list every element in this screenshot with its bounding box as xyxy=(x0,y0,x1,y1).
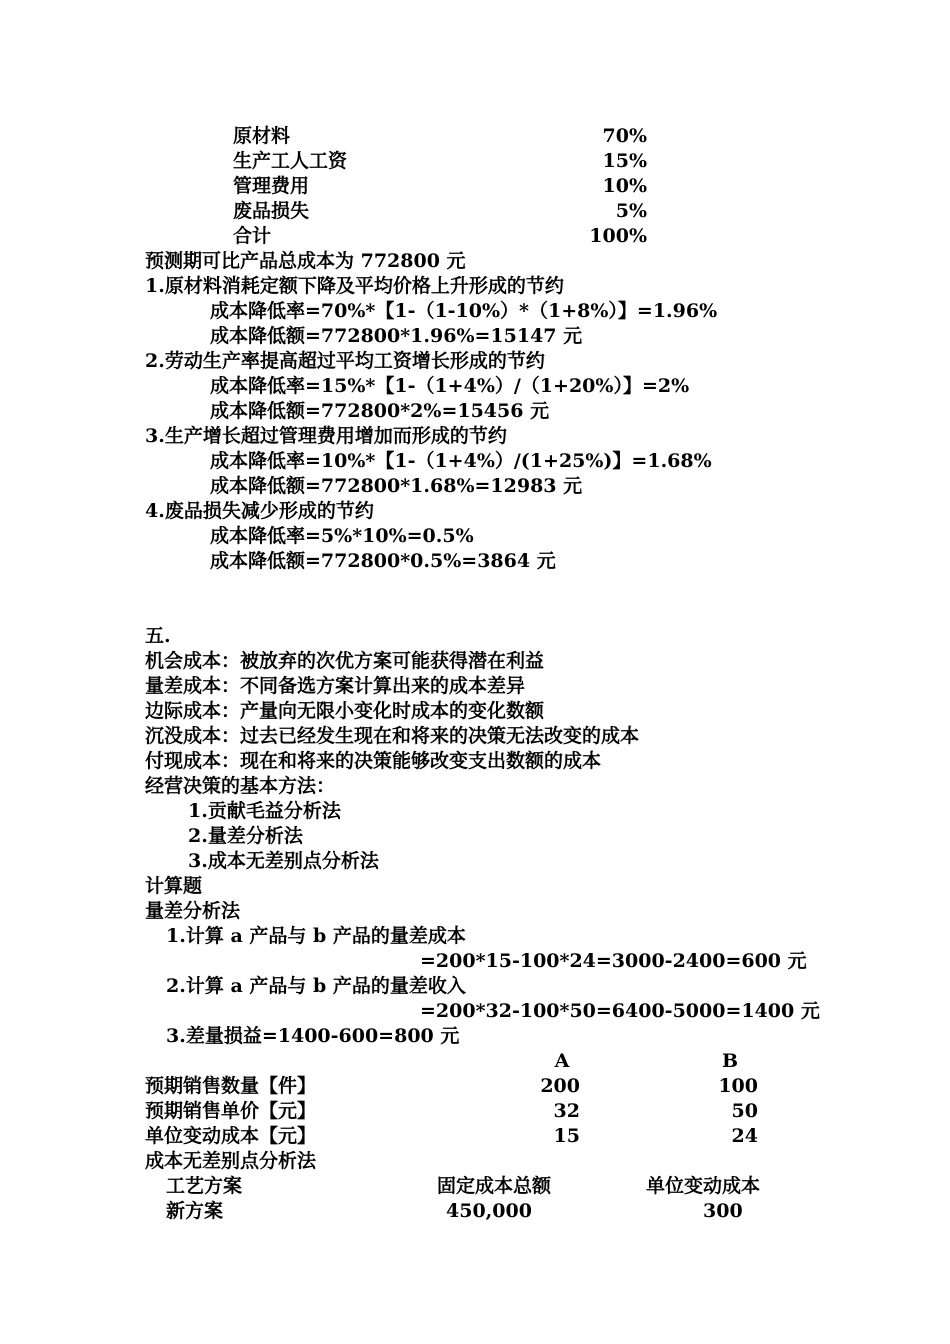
definition: 付现成本：现在和将来的决策能够改变支出数额的成本 xyxy=(145,750,602,772)
definition: 沉没成本：过去已经发生现在和将来的决策无法改变的成本 xyxy=(145,725,640,747)
col-header-fixed: 固定成本总额 xyxy=(437,1175,552,1197)
calc-title: 计算题 xyxy=(145,875,203,897)
method-item: 2.量差分析法 xyxy=(188,825,303,847)
indiff-title: 成本无差别点分析法 xyxy=(145,1150,317,1172)
saving-heading: 3.生产增长超过管理费用增加而形成的节约 xyxy=(145,425,507,447)
variable-cost: 300 xyxy=(703,1200,743,1222)
cell-a: 15 xyxy=(553,1125,580,1147)
share-pct: 10% xyxy=(602,175,647,197)
cell-b: 24 xyxy=(731,1125,758,1147)
cell-a: 32 xyxy=(553,1100,580,1122)
saving-amount: 成本降低额=772800*2%=15456 元 xyxy=(210,400,550,422)
saving-heading: 2.劳动生产率提高超过平均工资增长形成的节约 xyxy=(145,350,545,372)
saving-rate: 成本降低率=10%*【1-（1+4%）/(1+25%)】=1.68% xyxy=(210,450,712,472)
share-item: 原材料 xyxy=(233,125,291,147)
saving-amount: 成本降低额=772800*1.68%=12983 元 xyxy=(210,475,583,497)
col-header-a: A xyxy=(554,1050,570,1072)
method-item: 1.贡献毛益分析法 xyxy=(188,800,341,822)
definition: 边际成本：产量向无限小变化时成本的变化数额 xyxy=(145,700,545,722)
col-header-b: B xyxy=(721,1050,739,1072)
diff-formula: =200*15-100*24=3000-2400=600 元 xyxy=(420,950,807,972)
row-label: 预期销售数量【件】 xyxy=(145,1075,317,1097)
share-item: 废品损失 xyxy=(233,200,310,222)
col-header-plan: 工艺方案 xyxy=(166,1175,243,1197)
fixed-cost: 450,000 xyxy=(446,1200,532,1222)
row-label: 单位变动成本【元】 xyxy=(145,1125,317,1147)
saving-heading: 1.原材料消耗定额下降及平均价格上升形成的节约 xyxy=(145,275,564,297)
share-item: 管理费用 xyxy=(233,175,310,197)
share-pct: 5% xyxy=(615,200,647,222)
diff-step: 3.差量损益=1400-600=800 元 xyxy=(166,1025,460,1047)
definition: 量差成本：不同备选方案计算出来的成本差异 xyxy=(145,675,526,697)
saving-rate: 成本降低率=15%*【1-（1+4%）/（1+20%）】=2% xyxy=(210,375,690,397)
cell-b: 50 xyxy=(731,1100,758,1122)
saving-amount: 成本降低额=772800*1.96%=15147 元 xyxy=(210,325,583,347)
forecast-line: 预测期可比产品总成本为 772800 元 xyxy=(145,250,466,272)
cell-a: 200 xyxy=(540,1075,580,1097)
diff-step: 1.计算 a 产品与 b 产品的量差成本 xyxy=(166,925,466,947)
diff-formula: =200*32-100*50=6400-5000=1400 元 xyxy=(420,1000,820,1022)
share-item: 合计 xyxy=(233,225,272,247)
section-heading: 五. xyxy=(145,625,171,647)
col-header-variable: 单位变动成本 xyxy=(646,1175,761,1197)
row-label: 预期销售单价【元】 xyxy=(145,1100,317,1122)
share-pct: 100% xyxy=(589,225,647,247)
saving-amount: 成本降低额=772800*0.5%=3864 元 xyxy=(210,550,556,572)
share-pct: 70% xyxy=(602,125,647,147)
saving-rate: 成本降低率=5%*10%=0.5% xyxy=(210,525,474,547)
methods-title: 经营决策的基本方法： xyxy=(145,775,336,797)
share-item: 生产工人工资 xyxy=(233,150,348,172)
saving-rate: 成本降低率=70%*【1-（1-10%）*（1+8%）】=1.96% xyxy=(210,300,718,322)
cell-b: 100 xyxy=(718,1075,758,1097)
diff-step: 2.计算 a 产品与 b 产品的量差收入 xyxy=(166,975,466,997)
diff-title: 量差分析法 xyxy=(145,900,241,922)
plan-name: 新方案 xyxy=(166,1200,224,1222)
share-pct: 15% xyxy=(602,150,647,172)
saving-heading: 4.废品损失减少形成的节约 xyxy=(145,500,374,522)
method-item: 3.成本无差别点分析法 xyxy=(188,850,379,872)
definition: 机会成本：被放弃的次优方案可能获得潜在利益 xyxy=(145,650,545,672)
